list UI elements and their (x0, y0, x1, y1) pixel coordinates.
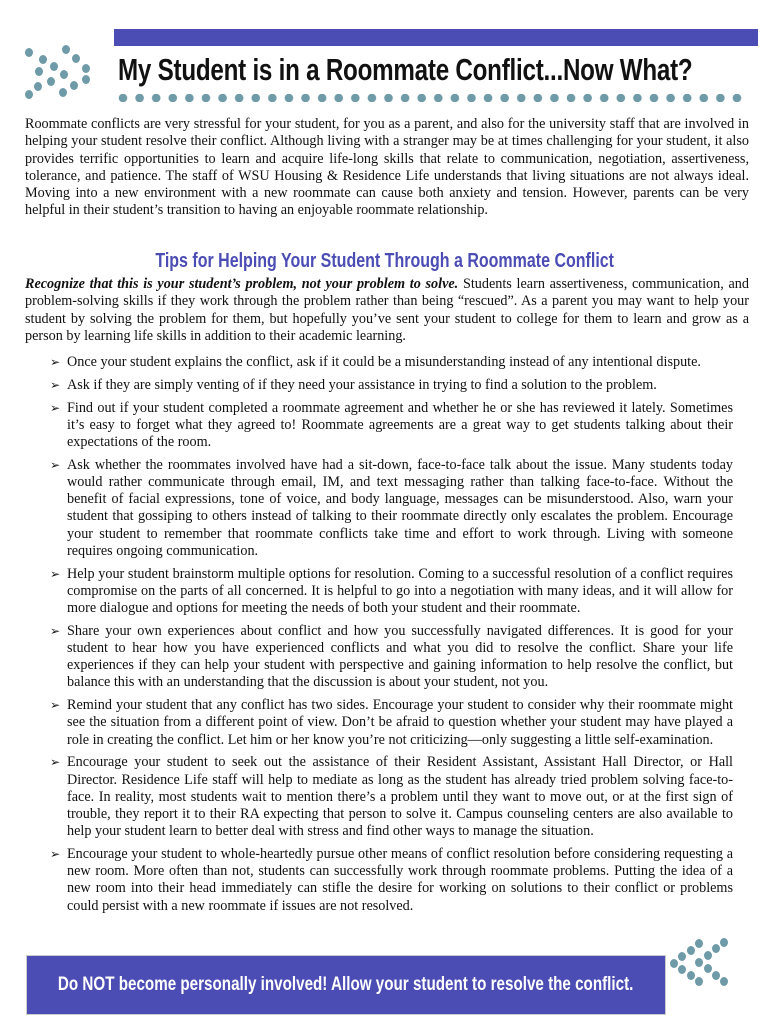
tip-item (50, 377, 733, 394)
tip-text: Help your student brainstorm multiple options for resolution. Coming to a successful resolution of a conflict requires compromise on the parts of all concerned. It is helpful to go into a negotiation with many ideas, and it will allow for more dialogue and options for meeting the needs of both your student and their roommate. (67, 565, 733, 617)
tip-item (50, 457, 733, 560)
intro-paragraph: Roommate conflicts are very stressful for your student, for you as a parent, and also for the university staff that are involved in helping your student resolve their conflict. Although living with a stranger may be at times challenging for your student, it also provides terrific opportunities to learn and acquire life-long skills that relate to communication, negotiation, assertiveness, tolerance, and patience. The staff of WSU Housing & Residence Life understands that living situations are not always ideal. Moving into a new environment with a new roommate can cause both anxiety and tension. However, parents can be very helpful in their student’s transition to having an enjoyable roommate relationship. (25, 116, 749, 219)
tips-list (50, 354, 733, 920)
tip-item (50, 754, 733, 840)
arrow-bullet-icon: ➢ (50, 698, 61, 713)
tip-item (50, 354, 733, 371)
tips-heading (0, 250, 770, 273)
tip-item (50, 697, 733, 749)
tip-item (50, 623, 733, 692)
lead-paragraph (25, 276, 749, 345)
tip-item (50, 400, 733, 452)
tip-item (50, 566, 733, 618)
tip-text: Share your own experiences about conflict and how you successfully navigated differences. It is good for your student to hear how you have experienced conflicts and what you did to resolve the conflict. Share your life experiences if they can help your student with perspective and gaining information to help resolve the conflict, but balance this with an understanding that the discussion is about your student, not you. (67, 622, 733, 691)
tip-text: Encourage your student to whole-heartedly pursue other means of conflict resolution before considering requesting a new room. More often than not, students can successfully work through roommate problems. Putting the idea of a new room into their head immediately can stifle the desire for working on solutions to their conflict or problems could persist with a new roommate if issues are not resolved. (67, 846, 733, 914)
tips-heading-text: Tips for Helping Your Student Through a Roommate Conflict (155, 250, 615, 272)
dots-footer-icon (670, 940, 760, 1000)
arrow-bullet-icon: ➢ (50, 623, 61, 638)
lead-emphasis: Recognize that this is your student’s problem, not your problem to solve. (25, 276, 459, 292)
dots-logo-icon (22, 48, 102, 108)
arrow-bullet-icon: ➢ (50, 400, 61, 415)
tip-text: Ask if they are simply venting of if they need your assistance in trying to find a solution to the problem. (67, 376, 657, 393)
tip-text: Ask whether the roommates involved have had a sit-down, face-to-face talk about the issue. Many students today would rather communicate through email, IM, and text messaging rather than talking face-to-face. Without the benefit of facial expressions, tone of voice, and body language, messages can be misunderstood. Also, warn your student that gossiping to others instead of talking to their roommate directly only escalates the problem. Encourage your student to remember that roommate conflicts take time and effort to work through. Living with someone requires ongoing communication. (67, 456, 733, 559)
header-bar (114, 29, 758, 46)
page-title: My Student is in a Roommate Conflict...Now What? (118, 52, 693, 87)
arrow-bullet-icon: ➢ (50, 566, 61, 581)
arrow-bullet-icon: ➢ (50, 377, 61, 392)
tip-item (50, 846, 733, 915)
tip-text: Once your student explains the conflict, ask if it could be a misunderstanding instead of any intentional dispute. (67, 354, 701, 370)
lead-text: Students learn assertiveness, communication, and problem-solving skills if they work through the problem rather than being “rescued”. As a parent you may want to help your student by solving the problem for them, but hopefully you’ve sent your student to college for them to learn and grow as a person by learning life skills in addition to their academic learning. (25, 276, 749, 344)
arrow-bullet-icon: ➢ (50, 457, 61, 472)
arrow-bullet-icon: ➢ (50, 355, 61, 369)
dotted-divider (118, 94, 748, 102)
footer-banner (26, 955, 666, 1015)
footer-text: Do NOT become personally involved! Allow your student to resolve the conflict. (58, 974, 634, 995)
tip-text: Find out if your student completed a roommate agreement and whether he or she has reviewed it lately. Sometimes it’s easy to forget what they agreed to! Roommate agreements are a great way to get students talking about their expectations of the room. (67, 399, 733, 450)
tip-text: Encourage your student to seek out the assistance of their Resident Assistant, Assistant Hall Director, or Hall Director. Residence Life staff will help to mediate as long as the student has already tried problem solving face-to-face. In reality, most students wait to mention there’s a problem until they want to move out, or at the first sign of trouble, they report it to their RA expecting that person to solve it. Campus counseling centers are also available to help your student learn to better deal with stress and find other ways to manage the situation. (67, 754, 733, 840)
arrow-bullet-icon: ➢ (50, 755, 61, 770)
tip-text: Remind your student that any conflict has two sides. Encourage your student to consider why their roommate might see the situation from a different point of view. Don’t be afraid to question whether your student may have played a role in creating the conflict. Let him or her know you’re not criticizing—only suggesting a little self-examination. (67, 697, 733, 748)
arrow-bullet-icon: ➢ (50, 847, 61, 862)
